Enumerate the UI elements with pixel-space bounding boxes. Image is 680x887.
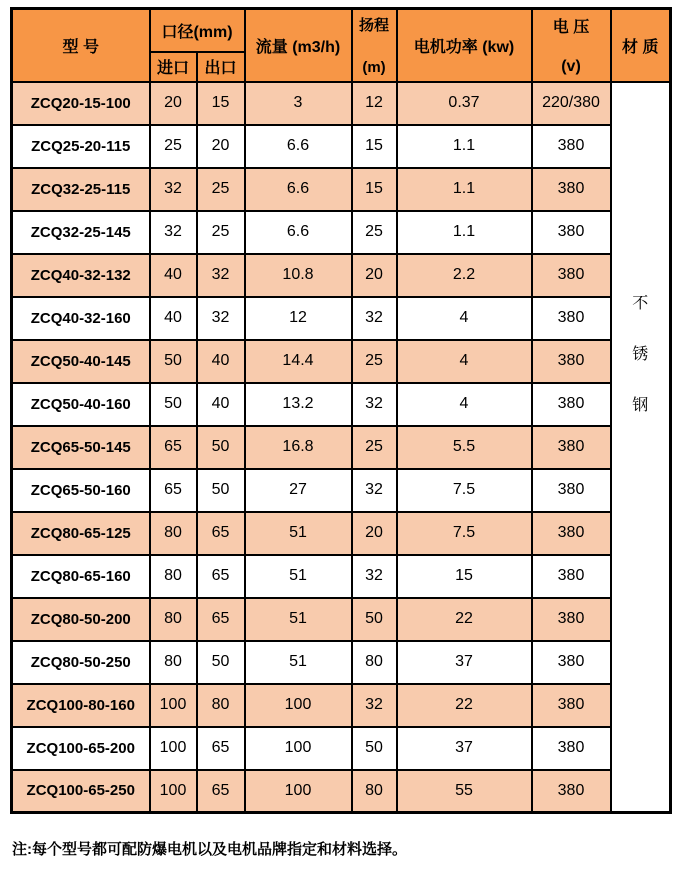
cell-model: ZCQ32-25-115 [12,168,150,211]
cell-model: ZCQ80-65-160 [12,555,150,598]
cell-model: ZCQ50-40-160 [12,383,150,426]
cell-power: 4 [397,383,532,426]
cell-model: ZCQ80-50-250 [12,641,150,684]
cell-power: 55 [397,770,532,813]
cell-inlet: 80 [150,555,197,598]
header-model: 型 号 [12,9,150,82]
cell-model: ZCQ100-80-160 [12,684,150,727]
header-head-label: 扬程 [358,17,389,35]
material-char: 钢 [632,396,649,414]
cell-head: 50 [352,598,397,641]
table-row [12,82,671,125]
cell-power: 2.2 [397,254,532,297]
cell-outlet: 65 [197,512,245,555]
footnote: 注:每个型号都可配防爆电机以及电机品牌指定和材料选择。 [12,841,407,858]
cell-flow: 6.6 [245,168,352,211]
cell-model: ZCQ80-65-125 [12,512,150,555]
cell-power: 1.1 [397,211,532,254]
table-row [12,211,671,254]
cell-flow: 13.2 [245,383,352,426]
header-flow: 流量 (m3/h) [245,9,352,82]
cell-voltage: 380 [532,383,611,426]
cell-power: 4 [397,297,532,340]
cell-outlet: 50 [197,469,245,512]
header-voltage-label: 电 压 [552,19,590,37]
cell-voltage: 380 [532,512,611,555]
cell-flow: 14.4 [245,340,352,383]
table-row [12,727,671,770]
cell-power: 1.1 [397,168,532,211]
cell-flow: 51 [245,555,352,598]
cell-power: 4 [397,340,532,383]
cell-voltage: 380 [532,426,611,469]
cell-voltage: 380 [532,297,611,340]
cell-inlet: 80 [150,598,197,641]
cell-flow: 51 [245,512,352,555]
header-outlet: 出口 [197,52,245,82]
header-voltage [532,9,611,82]
cell-power: 15 [397,555,532,598]
cell-head: 32 [352,469,397,512]
cell-power: 7.5 [397,512,532,555]
cell-inlet: 25 [150,125,197,168]
cell-head: 20 [352,254,397,297]
cell-power: 37 [397,727,532,770]
cell-head: 32 [352,297,397,340]
table-row [12,512,671,555]
cell-head: 25 [352,211,397,254]
table-row [12,125,671,168]
cell-voltage: 380 [532,340,611,383]
cell-inlet: 65 [150,426,197,469]
table-row [12,297,671,340]
cell-outlet: 32 [197,254,245,297]
table-body [12,82,671,813]
cell-outlet: 40 [197,340,245,383]
cell-voltage: 380 [532,684,611,727]
table-row [12,469,671,512]
cell-head: 25 [352,340,397,383]
cell-outlet: 65 [197,770,245,813]
cell-outlet: 65 [197,555,245,598]
cell-outlet: 80 [197,684,245,727]
cell-inlet: 100 [150,684,197,727]
cell-voltage: 380 [532,168,611,211]
cell-head: 80 [352,641,397,684]
cell-material [611,82,671,813]
cell-flow: 12 [245,297,352,340]
cell-inlet: 50 [150,340,197,383]
cell-model: ZCQ40-32-132 [12,254,150,297]
cell-outlet: 20 [197,125,245,168]
header-power: 电机功率 (kw) [397,9,532,82]
cell-model: ZCQ20-15-100 [12,82,150,125]
table-row [12,598,671,641]
cell-inlet: 80 [150,641,197,684]
material-char: 锈 [632,345,649,363]
cell-flow: 100 [245,770,352,813]
cell-power: 22 [397,684,532,727]
cell-model: ZCQ40-32-160 [12,297,150,340]
cell-inlet: 100 [150,770,197,813]
cell-inlet: 32 [150,168,197,211]
cell-outlet: 50 [197,641,245,684]
cell-flow: 6.6 [245,211,352,254]
cell-outlet: 40 [197,383,245,426]
table-row [12,770,671,813]
cell-outlet: 50 [197,426,245,469]
cell-model: ZCQ65-50-160 [12,469,150,512]
table-row [12,168,671,211]
cell-inlet: 80 [150,512,197,555]
cell-power: 37 [397,641,532,684]
cell-inlet: 20 [150,82,197,125]
cell-flow: 100 [245,727,352,770]
cell-flow: 27 [245,469,352,512]
cell-model: ZCQ100-65-200 [12,727,150,770]
cell-head: 32 [352,383,397,426]
cell-inlet: 50 [150,383,197,426]
cell-voltage: 380 [532,254,611,297]
cell-outlet: 65 [197,727,245,770]
cell-model: ZCQ32-25-145 [12,211,150,254]
cell-flow: 6.6 [245,125,352,168]
cell-head: 32 [352,684,397,727]
cell-voltage: 220/380 [532,82,611,125]
table-row [12,555,671,598]
cell-voltage: 380 [532,555,611,598]
cell-inlet: 40 [150,254,197,297]
cell-head: 15 [352,125,397,168]
table-header [12,9,671,82]
cell-outlet: 32 [197,297,245,340]
cell-power: 1.1 [397,125,532,168]
cell-head: 32 [352,555,397,598]
cell-voltage: 380 [532,727,611,770]
header-head-unit: (m) [362,59,386,77]
table-row [12,254,671,297]
cell-outlet: 15 [197,82,245,125]
cell-head: 15 [352,168,397,211]
cell-head: 20 [352,512,397,555]
header-material: 材 质 [611,9,671,82]
cell-power: 0.37 [397,82,532,125]
cell-voltage: 380 [532,598,611,641]
header-inlet: 进口 [150,52,197,82]
table-row [12,426,671,469]
cell-flow: 51 [245,598,352,641]
cell-head: 80 [352,770,397,813]
cell-flow: 100 [245,684,352,727]
header-voltage-unit: (v) [561,58,581,76]
header-diameter: 口径(mm) [150,9,245,52]
cell-inlet: 32 [150,211,197,254]
cell-head: 25 [352,426,397,469]
cell-voltage: 380 [532,770,611,813]
cell-flow: 51 [245,641,352,684]
cell-voltage: 380 [532,469,611,512]
material-char: 不 [632,294,649,312]
cell-head: 12 [352,82,397,125]
cell-power: 7.5 [397,469,532,512]
cell-power: 22 [397,598,532,641]
cell-inlet: 100 [150,727,197,770]
cell-model: ZCQ50-40-145 [12,340,150,383]
cell-model: ZCQ80-50-200 [12,598,150,641]
cell-head: 50 [352,727,397,770]
cell-model: ZCQ65-50-145 [12,426,150,469]
table-row [12,684,671,727]
header-head [352,9,397,82]
cell-voltage: 380 [532,211,611,254]
cell-model: ZCQ100-65-250 [12,770,150,813]
cell-flow: 16.8 [245,426,352,469]
cell-inlet: 65 [150,469,197,512]
cell-power: 5.5 [397,426,532,469]
cell-voltage: 380 [532,125,611,168]
cell-outlet: 25 [197,168,245,211]
cell-flow: 10.8 [245,254,352,297]
cell-outlet: 25 [197,211,245,254]
pump-spec-table [10,7,672,814]
cell-flow: 3 [245,82,352,125]
table-row [12,340,671,383]
table-row [12,641,671,684]
table-row [12,383,671,426]
cell-voltage: 380 [532,641,611,684]
cell-outlet: 65 [197,598,245,641]
cell-model: ZCQ25-20-115 [12,125,150,168]
cell-inlet: 40 [150,297,197,340]
